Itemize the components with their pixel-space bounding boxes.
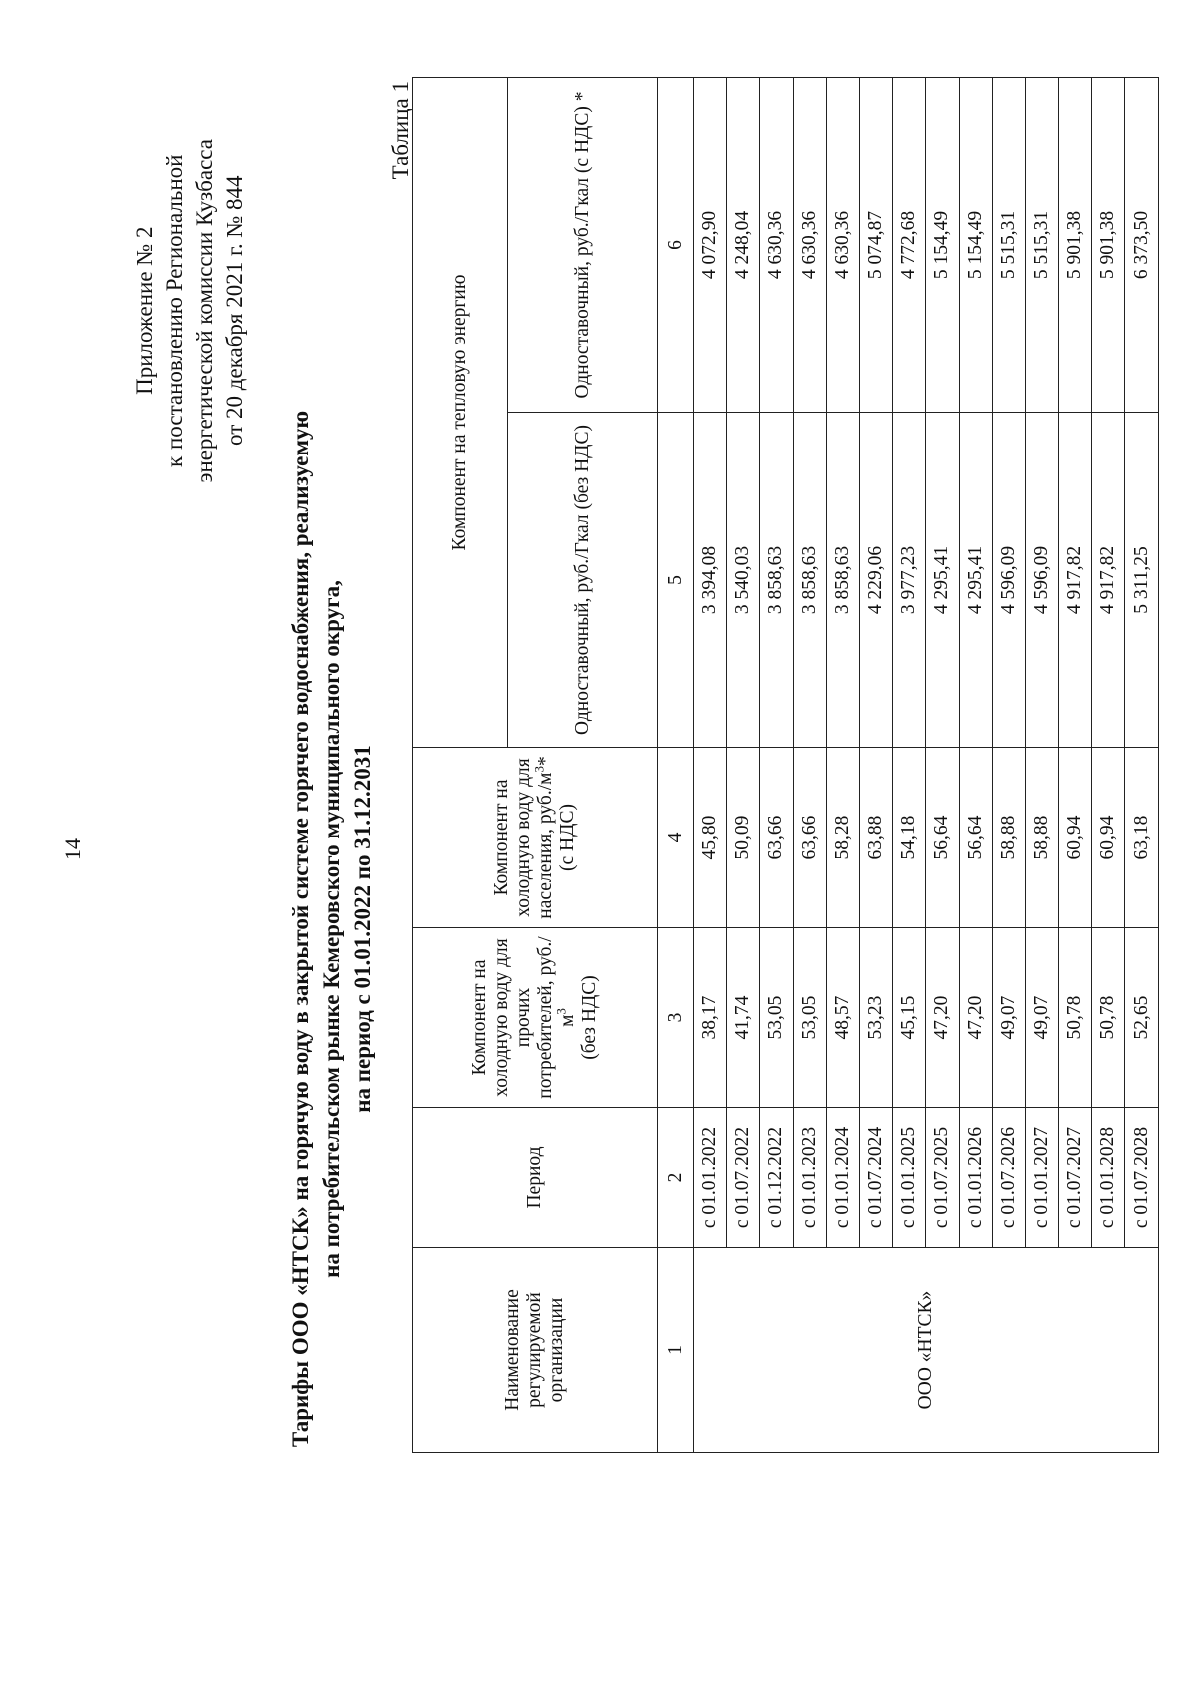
cold-other-cell: 52,65 (1125, 928, 1158, 1108)
table-row (992, 78, 1025, 1453)
period-cell: с 01.01.2025 (893, 1108, 926, 1248)
cold-other-cell: 50,78 (1059, 928, 1092, 1108)
cold-pop-cell: 63,66 (793, 748, 826, 928)
table-row (893, 78, 926, 1453)
heat-vat-cell: 4 630,36 (760, 78, 793, 413)
col-number-3: 3 (658, 928, 694, 1108)
heat-vat-cell: 5 154,49 (926, 78, 959, 413)
cold-other-cell: 53,23 (859, 928, 892, 1108)
header-cold-pop (413, 748, 658, 928)
table-row (793, 78, 826, 1453)
period-cell: с 01.07.2027 (1059, 1108, 1092, 1248)
heat-vat-cell: 4 248,04 (727, 78, 760, 413)
table-row (1059, 78, 1092, 1453)
col-number-4: 4 (658, 748, 694, 928)
heat-no-vat-cell: 4 917,82 (1059, 413, 1092, 748)
period-cell: с 01.07.2026 (992, 1108, 1025, 1248)
heat-vat-cell: 4 630,36 (793, 78, 826, 413)
cold-other-cell: 49,07 (1025, 928, 1058, 1108)
cold-pop-cell: 58,28 (826, 748, 859, 928)
org-name-cell: ООО «НТСК» (694, 1248, 1159, 1453)
period-cell: с 01.01.2028 (1092, 1108, 1125, 1248)
header-cold-other-tail: (без НДС) (579, 975, 600, 1060)
cold-other-cell: 45,15 (893, 928, 926, 1108)
heat-no-vat-cell: 4 295,41 (959, 413, 992, 748)
period-cell: с 01.07.2024 (859, 1108, 892, 1248)
col-number-6: 6 (658, 78, 694, 413)
cold-pop-cell: 56,64 (926, 748, 959, 928)
heat-vat-cell: 4 772,68 (893, 78, 926, 413)
period-cell: с 01.01.2022 (694, 1108, 727, 1248)
cold-pop-cell: 54,18 (893, 748, 926, 928)
heat-no-vat-cell: 4 295,41 (926, 413, 959, 748)
cold-other-cell: 53,05 (760, 928, 793, 1108)
cold-pop-cell: 45,80 (694, 748, 727, 928)
col-number-5: 5 (658, 413, 694, 748)
cold-other-cell: 38,17 (694, 928, 727, 1108)
header-heat-vat: Одноставочный, руб./Гкал (с НДС) * (508, 78, 658, 413)
cold-pop-cell: 60,94 (1092, 748, 1125, 928)
heat-vat-cell: 6 373,50 (1125, 78, 1158, 413)
table-label: Таблица 1 (388, 81, 413, 180)
heat-no-vat-cell: 5 311,25 (1125, 413, 1158, 748)
header-heat-no-vat: Одноставочный, руб./Гкал (без НДС) (508, 413, 658, 748)
period-cell: с 01.07.2025 (926, 1108, 959, 1248)
rotated-page (20, 19, 1180, 1679)
period-cell: с 01.07.2028 (1125, 1108, 1158, 1248)
heat-no-vat-cell: 3 858,63 (793, 413, 826, 748)
heat-vat-cell: 5 515,31 (1025, 78, 1058, 413)
heat-vat-cell: 5 901,38 (1059, 78, 1092, 413)
cold-pop-cell: 63,88 (859, 748, 892, 928)
heat-no-vat-cell: 3 540,03 (727, 413, 760, 748)
table-row (694, 78, 727, 1453)
cold-other-cell: 47,20 (926, 928, 959, 1108)
cold-pop-cell: 60,94 (1059, 748, 1092, 928)
header-cold-pop-tail: * (с НДС) (535, 756, 578, 871)
document-title (285, 329, 378, 1529)
heat-vat-cell: 5 154,49 (959, 78, 992, 413)
title-line-2: на потребительском рынке Кемеровского муниципального округа, (319, 580, 344, 1278)
cold-other-cell: 48,57 (826, 928, 859, 1108)
col-number-2: 2 (658, 1108, 694, 1248)
cold-other-cell: 53,05 (793, 928, 826, 1108)
header-period: Период (413, 1108, 658, 1248)
table-row (1092, 78, 1125, 1453)
heat-no-vat-cell: 3 977,23 (893, 413, 926, 748)
period-cell: с 01.01.2023 (793, 1108, 826, 1248)
heat-no-vat-cell: 4 596,09 (1025, 413, 1058, 748)
heat-vat-cell: 4 630,36 (826, 78, 859, 413)
table-row (760, 78, 793, 1453)
period-cell: с 01.01.2027 (1025, 1108, 1058, 1248)
table-row (959, 78, 992, 1453)
cold-pop-cell: 58,88 (992, 748, 1025, 928)
appendix-line-1: Приложение № 2 (132, 226, 157, 395)
header-cold-pop-sup: 3 (531, 766, 547, 773)
cold-pop-cell: 63,18 (1125, 748, 1158, 928)
cold-pop-cell: 56,64 (959, 748, 992, 928)
period-cell: с 01.01.2026 (959, 1108, 992, 1248)
period-cell: с 01.12.2022 (760, 1108, 793, 1248)
heat-no-vat-cell: 3 858,63 (826, 413, 859, 748)
table-row (859, 78, 892, 1453)
appendix-line-2: к постановлению Региональной (162, 154, 187, 467)
header-cold-other-sup: 3 (553, 1008, 569, 1015)
heat-no-vat-cell: 3 858,63 (760, 413, 793, 748)
cold-pop-cell: 50,09 (727, 748, 760, 928)
cold-other-cell: 49,07 (992, 928, 1025, 1108)
heat-vat-cell: 4 072,90 (694, 78, 727, 413)
cold-other-cell: 50,78 (1092, 928, 1125, 1108)
header-cold-pop-text: Компонент на холодную воду для населения, руб./м (491, 758, 556, 919)
heat-vat-cell: 5 515,31 (992, 78, 1025, 413)
period-cell: с 01.01.2024 (826, 1108, 859, 1248)
header-org: Наименование регулируемой организации (413, 1248, 658, 1453)
heat-no-vat-cell: 4 596,09 (992, 413, 1025, 748)
heat-no-vat-cell: 4 229,06 (859, 413, 892, 748)
table-row (826, 78, 859, 1453)
header-cold-other (413, 928, 658, 1108)
heat-no-vat-cell: 4 917,82 (1092, 413, 1125, 748)
cold-other-cell: 41,74 (727, 928, 760, 1108)
heat-vat-cell: 5 901,38 (1092, 78, 1125, 413)
cold-other-cell: 47,20 (959, 928, 992, 1108)
header-heat-group: Компонент на тепловую энергию (413, 78, 508, 748)
cold-pop-cell: 63,66 (760, 748, 793, 928)
col-number-1: 1 (658, 1248, 694, 1453)
title-line-3: на период с 01.01.2022 по 31.12.2031 (350, 745, 375, 1113)
title-line-1: Тарифы ООО «НТСК» на горячую воду в закрытой системе горячего водоснабжения, реализуемую (288, 410, 313, 1448)
table-row (1025, 78, 1058, 1453)
cold-pop-cell: 58,88 (1025, 748, 1058, 928)
table-row (926, 78, 959, 1453)
table-body (694, 78, 1159, 1453)
table-row (1125, 78, 1158, 1453)
appendix-block (130, 139, 250, 482)
heat-no-vat-cell: 3 394,08 (694, 413, 727, 748)
tariff-table (412, 77, 1159, 1453)
page-number: 14 (60, 838, 85, 860)
table-row (727, 78, 760, 1453)
period-cell: с 01.07.2022 (727, 1108, 760, 1248)
appendix-line-3: энергетической комиссии Кузбасса (192, 139, 217, 483)
header-cold-other-text: Компонент на холодную воду для прочих потребителей, руб./м (469, 936, 578, 1099)
heat-vat-cell: 5 074,87 (859, 78, 892, 413)
appendix-line-4: от 20 декабря 2021 г. № 844 (222, 175, 247, 446)
